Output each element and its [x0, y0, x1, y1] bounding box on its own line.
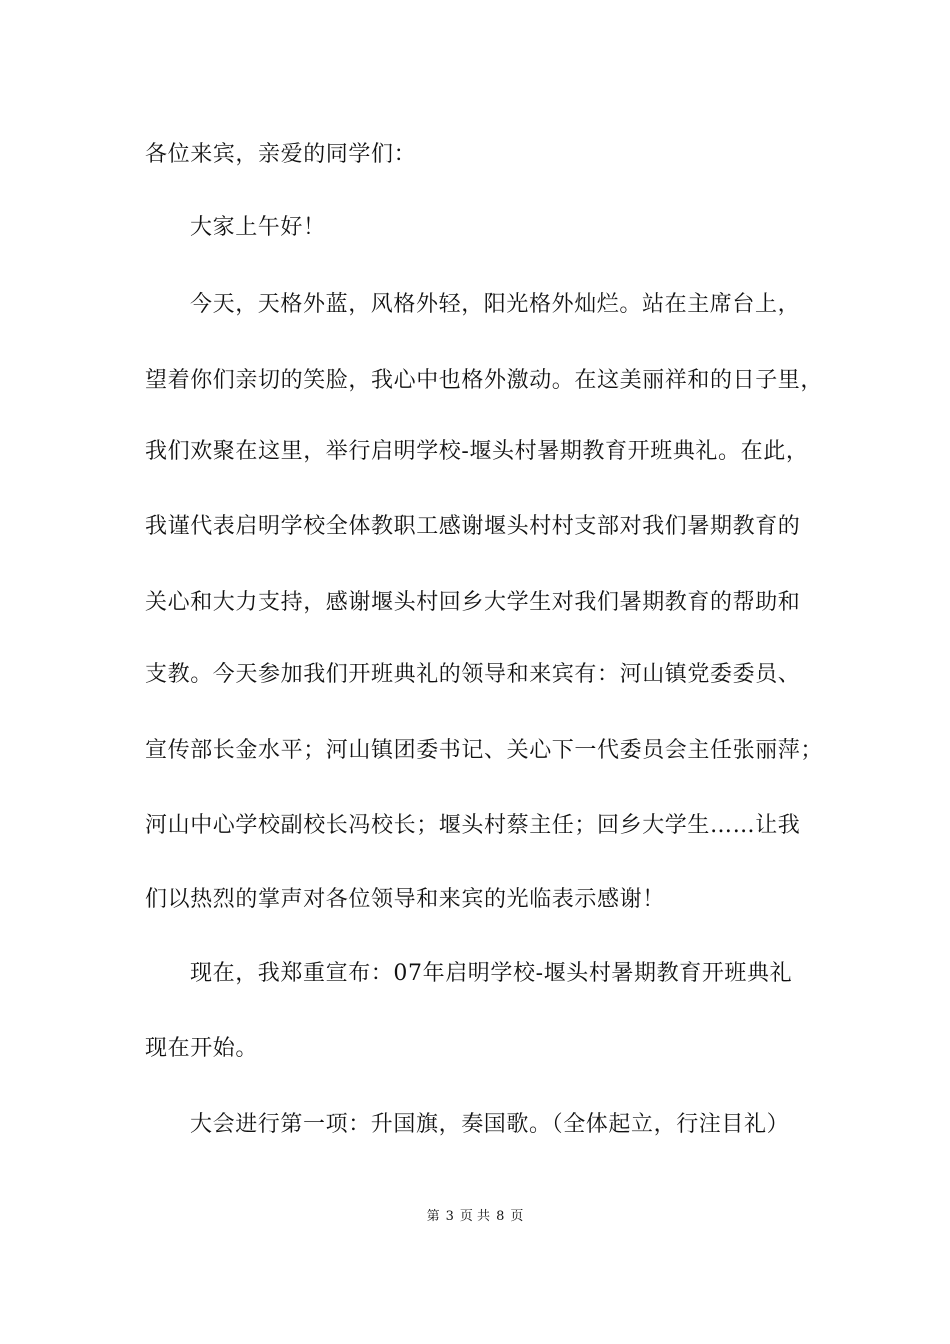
paragraph-line: 河山中心学校副校长冯校长；堰头村蔡主任；回乡大学生……让我 — [145, 813, 801, 838]
paragraph-line: 支教。今天参加我们开班典礼的领导和来宾有：河山镇党委委员、 — [145, 662, 801, 687]
announcement-line: 现在开始。 — [145, 1036, 259, 1061]
footer-middle: 页 共 — [459, 1209, 491, 1224]
paragraph-line: 今天，天格外蓝，风格外轻，阳光格外灿烂。站在主席台上， — [190, 292, 801, 317]
paragraph-line: 我谨代表启明学校全体教职工感谢堰头村村支部对我们暑期教育的 — [145, 514, 801, 539]
paragraph-line: 宣传部长金水平；河山镇团委书记、关心下一代委员会主任张丽萍； — [145, 738, 824, 763]
page-footer — [0, 1208, 950, 1226]
footer-prefix: 第 — [426, 1209, 440, 1224]
paragraph-line: 们以热烈的掌声对各位领导和来宾的光临表示感谢！ — [145, 887, 665, 912]
footer-total-pages: 8 — [496, 1209, 505, 1224]
paragraph-line: 望着你们亲切的笑脸，我心中也格外激动。在这美丽祥和的日子里， — [145, 368, 824, 393]
footer-current-page: 3 — [445, 1209, 454, 1224]
greeting-line: 大家上午好！ — [190, 215, 326, 240]
salutation-line: 各位来宾，亲爱的同学们： — [145, 142, 417, 167]
footer-suffix: 页 — [510, 1209, 524, 1224]
announcement-line: 现在，我郑重宣布：07年启明学校-堰头村暑期教育开班典礼 — [190, 961, 793, 986]
paragraph-line: 关心和大力支持，感谢堰头村回乡大学生对我们暑期教育的帮助和 — [145, 590, 801, 615]
paragraph-line: 我们欢聚在这里，举行启明学校-堰头村暑期教育开班典礼。在此， — [145, 439, 809, 464]
agenda-line: 大会进行第一项：升国旗，奏国歌。（全体起立，行注目礼） — [190, 1112, 790, 1137]
